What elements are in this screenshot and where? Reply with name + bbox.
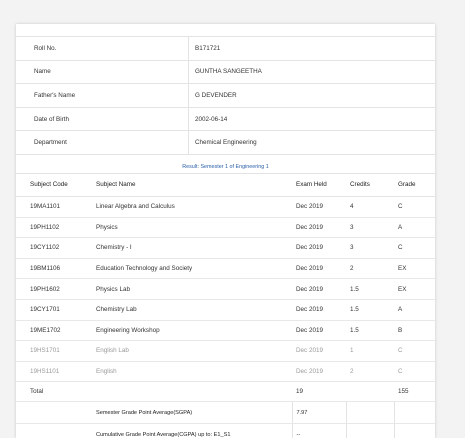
exam-held: Dec 2019 xyxy=(292,341,346,362)
roll-row xyxy=(16,37,435,61)
subject-name: English Lab xyxy=(92,341,292,362)
total-spacer-2 xyxy=(346,382,394,402)
credits: 2 xyxy=(346,361,394,382)
credits: 1.5 xyxy=(346,320,394,341)
total-row xyxy=(16,382,435,402)
credits: 3 xyxy=(346,217,394,238)
subject-code: 19CY1701 xyxy=(16,299,92,320)
subject-name: Education Technology and Society xyxy=(92,258,292,279)
subject-code: 19HS1101 xyxy=(16,361,92,382)
header-subject-name: Subject Name xyxy=(92,173,292,196)
grade: C xyxy=(394,361,435,382)
exam-held: Dec 2019 xyxy=(292,238,346,259)
table-row xyxy=(16,341,435,362)
header-credits: Credits xyxy=(346,173,394,196)
cgpa-spacer xyxy=(16,424,92,438)
marks-header-row xyxy=(16,173,435,196)
table-row xyxy=(16,320,435,341)
subject-code: 19PH1102 xyxy=(16,217,92,238)
subject-name: Physics Lab xyxy=(92,279,292,300)
sgpa-spacer xyxy=(16,402,92,424)
name-label: Name xyxy=(16,60,189,84)
table-row xyxy=(16,196,435,217)
grade: C xyxy=(394,341,435,362)
grade: B xyxy=(394,320,435,341)
header-grade: Grade xyxy=(394,173,435,196)
subject-code: 19PH1602 xyxy=(16,279,92,300)
subject-name: Engineering Workshop xyxy=(92,320,292,341)
header-subject-code: Subject Code xyxy=(16,173,92,196)
subject-name: Linear Algebra and Calculus xyxy=(92,196,292,217)
total-credits: 19 xyxy=(292,382,346,402)
sgpa-row xyxy=(16,402,435,424)
credits: 1.5 xyxy=(346,299,394,320)
subject-code: 19BM1106 xyxy=(16,258,92,279)
grade: A xyxy=(394,299,435,320)
table-row xyxy=(16,299,435,320)
name-value: GUNTHA SANGEETHA xyxy=(189,60,436,84)
result-caption: Result: Semester 1 of Engineering 1 xyxy=(182,163,269,170)
dob-row xyxy=(16,107,435,131)
grade: EX xyxy=(394,279,435,300)
total-spacer xyxy=(92,382,292,402)
cgpa-spacer-3 xyxy=(394,424,435,438)
dob-value: 2002-06-14 xyxy=(189,107,436,131)
grade: C xyxy=(394,238,435,259)
credits: 1.5 xyxy=(346,279,394,300)
subject-name: English xyxy=(92,361,292,382)
grade: C xyxy=(394,196,435,217)
dept-label: Department xyxy=(16,131,189,155)
subject-name: Chemistry Lab xyxy=(92,299,292,320)
subject-code: 19CY1102 xyxy=(16,238,92,259)
marks-table xyxy=(16,173,435,438)
subject-name: Chemistry - I xyxy=(92,238,292,259)
exam-held: Dec 2019 xyxy=(292,320,346,341)
exam-held: Dec 2019 xyxy=(292,299,346,320)
exam-held: Dec 2019 xyxy=(292,279,346,300)
credits: 3 xyxy=(346,238,394,259)
roll-value: B171721 xyxy=(189,37,436,61)
dept-row xyxy=(16,131,435,155)
table-row xyxy=(16,217,435,238)
sgpa-spacer-3 xyxy=(394,402,435,424)
credits: 4 xyxy=(346,196,394,217)
father-row xyxy=(16,84,435,108)
table-row xyxy=(16,279,435,300)
cgpa-spacer-2 xyxy=(346,424,394,438)
sgpa-spacer-2 xyxy=(346,402,394,424)
subject-code: 19HS1701 xyxy=(16,341,92,362)
subject-name: Physics xyxy=(92,217,292,238)
sgpa-label: Semester Grade Point Average(SGPA) xyxy=(92,402,292,424)
exam-held: Dec 2019 xyxy=(292,361,346,382)
cgpa-row xyxy=(16,424,435,438)
subject-code: 19MA1101 xyxy=(16,196,92,217)
table-row xyxy=(16,238,435,259)
father-label: Father's Name xyxy=(16,84,189,108)
student-info-table xyxy=(16,36,435,155)
cgpa-label: Cumulative Grade Point Average(CGPA) up to: E1_S1 xyxy=(92,424,292,438)
exam-held: Dec 2019 xyxy=(292,196,346,217)
name-row xyxy=(16,60,435,84)
grade: A xyxy=(394,217,435,238)
sgpa-value: 7.97 xyxy=(292,402,346,424)
dept-value: Chemical Engineering xyxy=(189,131,436,155)
credits: 1 xyxy=(346,341,394,362)
total-points: 155 xyxy=(394,382,435,402)
table-row xyxy=(16,258,435,279)
roll-label: Roll No. xyxy=(16,37,189,61)
exam-held: Dec 2019 xyxy=(292,217,346,238)
grade: EX xyxy=(394,258,435,279)
exam-held: Dec 2019 xyxy=(292,258,346,279)
dob-label: Date of Birth xyxy=(16,107,189,131)
cgpa-value: -- xyxy=(292,424,346,438)
table-row xyxy=(16,361,435,382)
total-label: Total xyxy=(16,382,92,402)
father-value: G DEVENDER xyxy=(189,84,436,108)
result-sheet xyxy=(16,24,435,438)
subject-code: 19ME1702 xyxy=(16,320,92,341)
credits: 2 xyxy=(346,258,394,279)
header-exam-held: Exam Held xyxy=(292,173,346,196)
